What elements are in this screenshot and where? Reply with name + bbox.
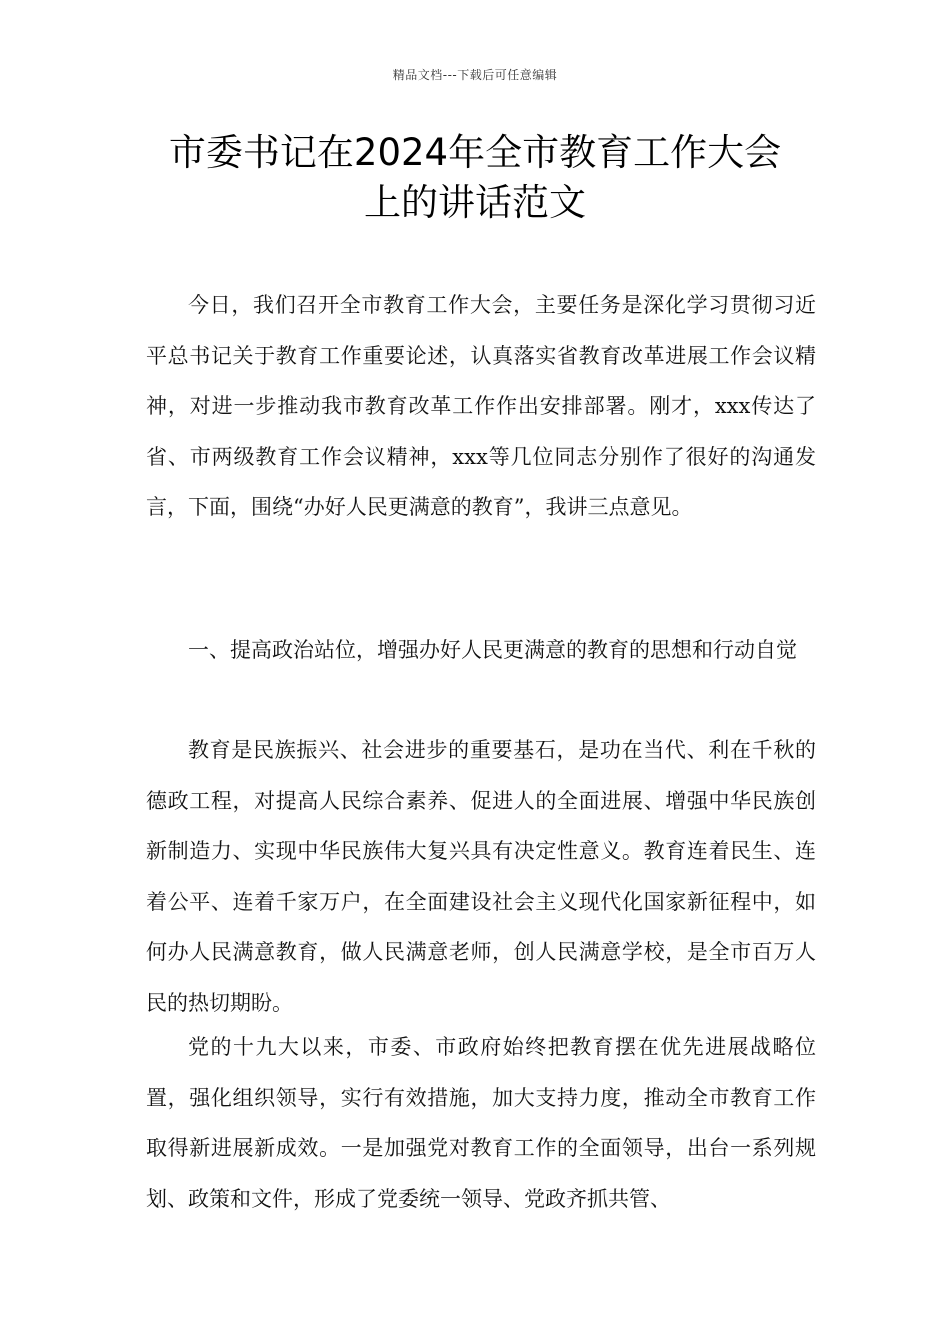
section-heading	[146, 625, 816, 676]
section-heading-text: 一、提高政治站位，增强办好人民更满意的教育的思想和行动自觉	[188, 638, 797, 662]
body-paragraph	[146, 725, 816, 1028]
title-line-1: 市委书记在2024年全市教育工作大会	[168, 131, 782, 174]
body-paragraph	[146, 1022, 816, 1224]
title-line-2: 上的讲话范文	[364, 181, 586, 224]
document-title	[100, 128, 850, 228]
paragraph: 党的十九大以来，市委、市政府始终把教育摆在优先进展战略位置，强化组织领导，实行有效措施，加大支持力度，推动全市教育工作取得新进展新成效。一是加强党对教育工作的全面领导，出台一系列规划、政策和文件，形成了党委统一领导、党政齐抓共管、	[146, 1035, 816, 1211]
paragraph: 今日，我们召开全市教育工作大会，主要任务是深化学习贯彻习近平总书记关于教育工作重要论述，认真落实省教育改革进展工作会议精神，对进一步推动我市教育改革工作作出安排部署。刚才，xxx传达了省、市两级教育工作会议精神，xxx等几位同志分别作了很好的沟通发言，下面，围绕“办好人民更满意的教育”，我讲三点意见。	[146, 293, 816, 519]
header-note: 精品文档---下载后可任意编辑	[392, 68, 558, 82]
intro-paragraph	[146, 280, 816, 533]
paragraph: 教育是民族振兴、社会进步的重要基石，是功在当代、利在千秋的德政工程，对提高人民综合素养、促进人的全面进展、增强中华民族创新制造力、实现中华民族伟大复兴具有决定性意义。教育连着民生、连着公平、连着千家万户，在全面建设社会主义现代化国家新征程中，如何办人民满意教育，做人民满意老师，创人民满意学校，是全市百万人民的热切期盼。	[146, 738, 816, 1015]
